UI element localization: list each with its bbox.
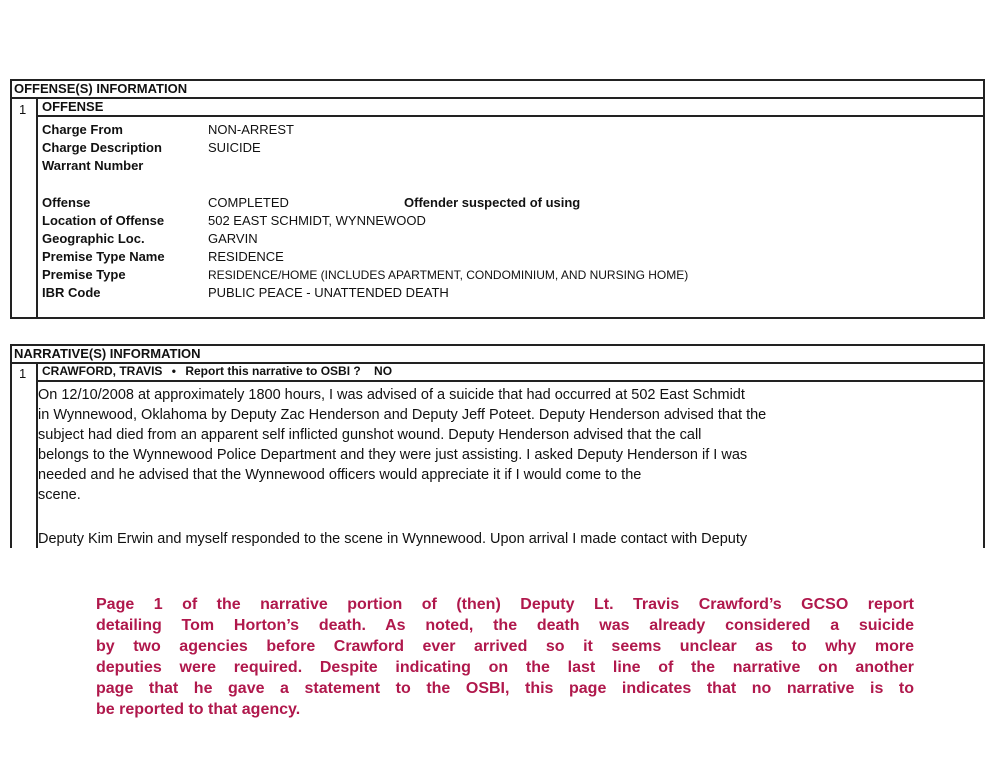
field-value: RESIDENCE — [208, 249, 284, 264]
field-label: Location of Offense — [42, 213, 165, 228]
field-value: COMPLETED — [208, 195, 289, 210]
narrative-line: needed and he advised that the Wynnewood officers would appreciate it if I would come to the — [38, 467, 642, 483]
narrative-line: Deputy Kim Erwin and myself responded to the scene in Wynnewood. Upon arrival I made contact with Deputy — [38, 531, 748, 547]
offense-info-box — [10, 79, 985, 319]
field-offender-note: Offender suspected of using — [404, 195, 581, 210]
report-question: Report this narrative to OSBI ? — [185, 364, 361, 378]
caption — [96, 594, 914, 720]
caption-line: Page 1 of the narrative portion of (then) Deputy Lt. Travis Crawford’s GCSO report — [96, 596, 914, 613]
field-value: RESIDENCE/HOME (INCLUDES APARTMENT, CONDOMINIUM, AND NURSING HOME) — [208, 268, 689, 282]
caption-line: detailing Tom Horton’s death. As noted, the death was already considered a suicide — [96, 617, 914, 634]
field-label: Charge From — [42, 122, 123, 137]
caption-line: deputies were required. Despite indicating on the last line of the narrative on another — [96, 659, 914, 676]
narrative-line: On 12/10/2008 at approximately 1800 hours, I was advised of a suicide that had occurred at 502 East Schmidt — [38, 387, 745, 403]
narrative-entry — [36, 364, 983, 548]
field-value: NON-ARREST — [208, 122, 294, 137]
narrative-line: in Wynnewood, Oklahoma by Deputy Zac Henderson and Deputy Jeff Poteet. Deputy Henderson advised that the — [38, 407, 767, 423]
offense-entry — [36, 99, 983, 317]
narrative-title-bar — [38, 364, 983, 382]
caption-line: by two agencies before Crawford ever arrived so it seems unclear as to why more — [96, 638, 914, 655]
narrative-section-header: NARRATIVE(S) INFORMATION — [12, 346, 983, 364]
field-label: Premise Type Name — [42, 249, 165, 264]
field-label: IBR Code — [42, 285, 101, 300]
offense-title: OFFENSE — [38, 99, 983, 117]
field-value: SUICIDE — [208, 140, 261, 155]
narrative-index: 1 — [19, 366, 27, 381]
offense-index: 1 — [19, 102, 27, 117]
officer-name: CRAWFORD, TRAVIS — [42, 364, 163, 378]
bullet-separator: • — [171, 364, 176, 378]
field-label: Offense — [42, 195, 91, 210]
narrative-line: belongs to the Wynnewood Police Department and they were just assisting. I asked Deputy Henderson if I was — [38, 447, 748, 463]
caption-line: be reported to that agency. — [96, 701, 301, 718]
narrative-line: subject had died from an apparent self inflicted gunshot wound. Deputy Henderson advised that the call — [38, 427, 702, 443]
field-label: Charge Description — [42, 140, 162, 155]
caption-line: page that he gave a statement to the OSBI, this page indicates that no narrative is to — [96, 680, 914, 697]
field-value: 502 EAST SCHMIDT, WYNNEWOOD — [208, 213, 426, 228]
narrative-info-box — [10, 344, 985, 548]
field-label: Geographic Loc. — [42, 231, 145, 246]
field-label: Premise Type — [42, 267, 126, 282]
field-value: GARVIN — [208, 231, 258, 246]
field-value: PUBLIC PEACE - UNATTENDED DEATH — [208, 285, 449, 300]
field-label: Warrant Number — [42, 158, 144, 173]
report-answer: NO — [374, 364, 393, 378]
offense-section-header: OFFENSE(S) INFORMATION — [12, 81, 983, 99]
narrative-line: scene. — [38, 487, 81, 503]
